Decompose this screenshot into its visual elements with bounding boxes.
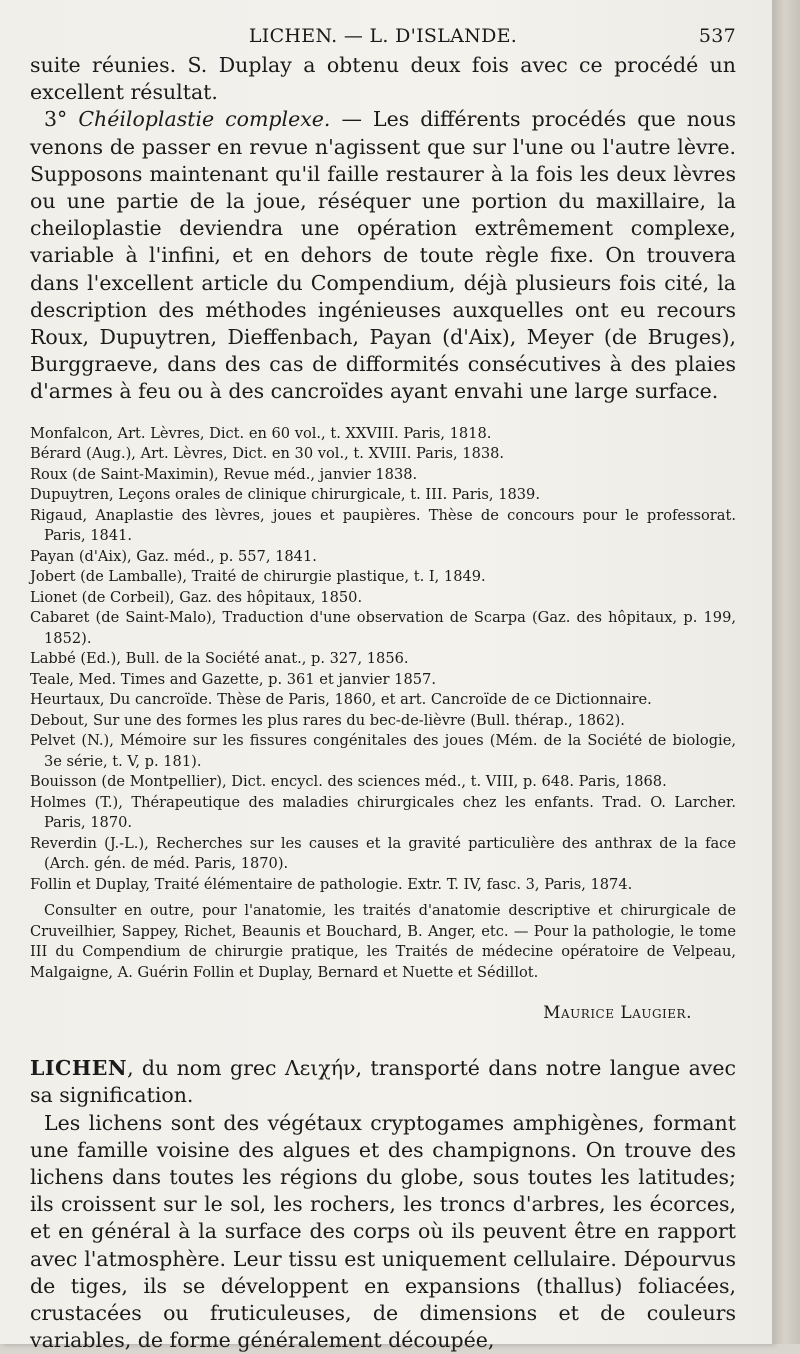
section-text: — Les différents procédés que nous venons de passer en revue n'agissent que sur l'une ou l'autre lèvre. Supposons maintenant qu'il faille restaurer à la fois les deux lèvres ou une partie de la joue, réséquer une portion du maxillaire, la cheiloplastie deviendra une opération extrêmement complexe, variable à l'infini, et en dehors de toute règle fixe. On trouvera dans l'excellent article du Compendium, déjà plusieurs fois cité, la description des méthodes ingénieuses auxquelles ont eu recours Roux, Dupuytren, Dieffenbach, Payan (d'Aix), Meyer (de Bruges), Burggraeve, dans des cas de difformités consécutives à des plaies d'armes à feu ou à des cancroïdes ayant envahi une large surface. [30,107,737,404]
reference-item: Rigaud, Anaplastie des lèvres, joues et paupières. Thèse de concours pour le professorat. Paris, 1841. [30,506,736,545]
author-signature: Maurice Laugier. [543,1003,692,1024]
reference-item: Labbé (Ed.), Bull. de la Société anat., p. 327, 1856. [30,650,409,668]
reference-item: Dupuytren, Leçons orales de clinique chirurgicale, t. III. Paris, 1839. [30,486,540,504]
reference-item: Cabaret (de Saint-Malo), Traduction d'une observation de Scarpa (Gaz. des hôpitaux, p. 199, 1852). [30,609,736,647]
reference-item: Heurtaux, Du cancroïde. Thèse de Paris, 1860, et art. Cancroïde de ce Dictionnaire. [30,691,652,709]
reference-item: Holmes (T.), Thérapeutique des maladies chirurgicales chez les enfants. Trad. O. Larcher. Paris, 1870. [30,793,736,832]
page-gutter [772,0,800,1344]
reference-item: Bérard (Aug.), Art. Lèvres, Dict. en 30 vol., t. XVIII. Paris, 1838. [30,445,505,463]
paragraph-continuation: suite réunies. S. Duplay a obtenu deux fois avec ce procédé un excellent résultat. [30,53,736,105]
reference-item: Lionet (de Corbeil), Gaz. des hôpitaux, 1850. [30,588,363,606]
reference-item: Teale, Med. Times and Gazette, p. 361 et janvier 1857. [30,670,436,688]
reference-item: Jobert (de Lamballe), Traité de chirurgie plastique, t. I, 1849. [30,568,486,586]
article-intro-text: , du nom grec Λειχήν, transporté dans notre langue avec sa signification. [30,1056,736,1108]
reference-item: Follin et Duplay, Traité élémentaire de pathologie. Extr. T. IV, fasc. 3, Paris, 1874. [30,875,633,893]
lichen-article [30,1055,736,1354]
bibliography [30,424,736,896]
reference-item: Debout, Sur une des formes les plus rares du bec-de-lièvre (Bull. thérap., 1862). [30,711,625,729]
section-number: 3° [44,107,68,132]
article-intro [30,1055,736,1109]
reference-item: Reverdin (J.-L.), Recherches sur les causes et la gravité particulière des anthrax de la face (Arch. gén. de méd. Paris, 1870). [30,834,736,873]
paragraph-cheiloplastie [30,106,736,405]
reference-item: Pelvet (N.), Mémoire sur les fissures congénitales des joues (Mém. de la Société de biologie, 3e série, t. V, p. 181). [30,732,736,770]
reference-item: Roux (de Saint-Maximin), Revue méd., janvier 1838. [30,465,418,483]
reference-item: Payan (d'Aix), Gaz. méd., p. 557, 1841. [30,547,317,565]
running-head [30,20,736,52]
page-number: 537 [698,25,736,47]
consult-note: Consulter en outre, pour l'anatomie, les traités d'anatomie descriptive et chirurgicale de Cruveilhier, Sappey, Richet, Beaunis et Bouchard, B. Anger, etc. — Pour la pathologie, le tome III du Compendium de chirurgie pratique, les Traités de médecine opératoire de Velpeau, Malgaigne, A. Guérin Follin et Duplay, Bernard et Nuette et Sédillot. [30,902,736,981]
reference-item: Bouisson (de Montpellier), Dict. encycl. des sciences méd., t. VIII, p. 648. Paris, 1868. [30,773,667,791]
article-body: Les lichens sont des végétaux cryptogames amphigènes, formant une famille voisine des algues et des champignons. On trouve des lichens dans toutes les régions du globe, sous toutes les latitudes; ils croissent sur le sol, les rochers, les troncs d'arbres, les écorces, et en général à la surface des corps où ils peuvent être en rapport avec l'atmosphère. Leur tissu est uniquement cellulaire. Dépourvus de tiges, ils se développent en expansions (thallus) foliacées, crustacées ou fruticuleuses, de dimensions et de couleurs variables, de forme généralement découpée, [30,1110,736,1353]
section-title: Chéiloplastie complexe. [78,107,331,132]
reference-item: Monfalcon, Art. Lèvres, Dict. en 60 vol., t. XXVIII. Paris, 1818. [30,424,492,442]
running-head-title: LICHEN. — L. D'ISLANDE. [248,25,518,47]
page-content [30,20,736,1354]
article-headword: LICHEN [30,1056,128,1081]
